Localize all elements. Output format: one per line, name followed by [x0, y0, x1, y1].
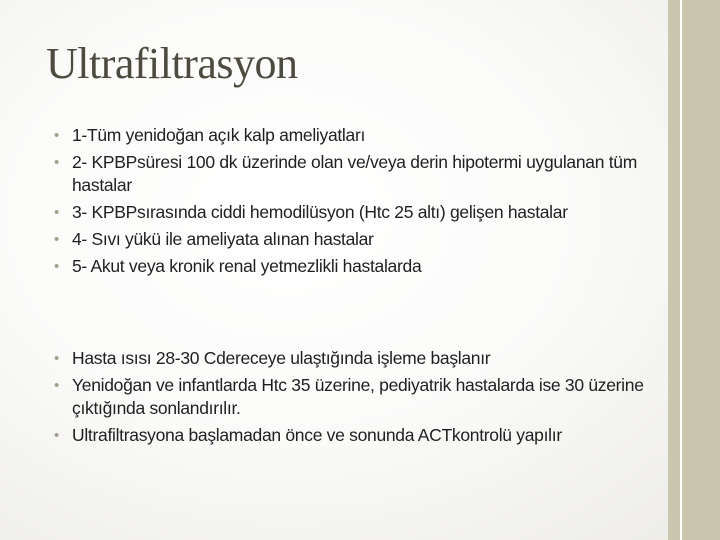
bullet-item: • Ultrafiltrasyona başlamadan önce ve sonunda ACTkontrolü yapılır: [54, 424, 654, 447]
bullet-item: • 2- KPBPsüresi 100 dk üzerinde olan ve/veya derin hipotermi uygulanan tüm hastalar: [54, 151, 654, 197]
bullet-item: • Hasta ısısı 28-30 Cdereceye ulaştığında işleme başlanır: [54, 347, 654, 370]
decorative-stripe-line: [680, 0, 682, 540]
bullet-list-indications: [54, 124, 654, 282]
bullet-item: • Yenidoğan ve infantlarda Htc 35 üzerine, pediyatrik hastalarda ise 30 üzerine çıktığında sonlandırılır.: [54, 374, 654, 420]
bullet-item: • 3- KPBPsırasında ciddi hemodilüsyon (Htc 25 altı) gelişen hastalar: [54, 201, 654, 224]
bullet-item: • 4- Sıvı yükü ile ameliyata alınan hastalar: [54, 228, 654, 251]
bullet-item: • 1-Tüm yenidoğan açık kalp ameliyatları: [54, 124, 654, 147]
slide-title: Ultrafiltrasyon: [46, 39, 298, 88]
bullet-list-procedure: [54, 347, 654, 451]
bullet-item: • 5- Akut veya kronik renal yetmezlikli hastalarda: [54, 255, 654, 278]
decorative-right-stripe: [668, 0, 720, 540]
